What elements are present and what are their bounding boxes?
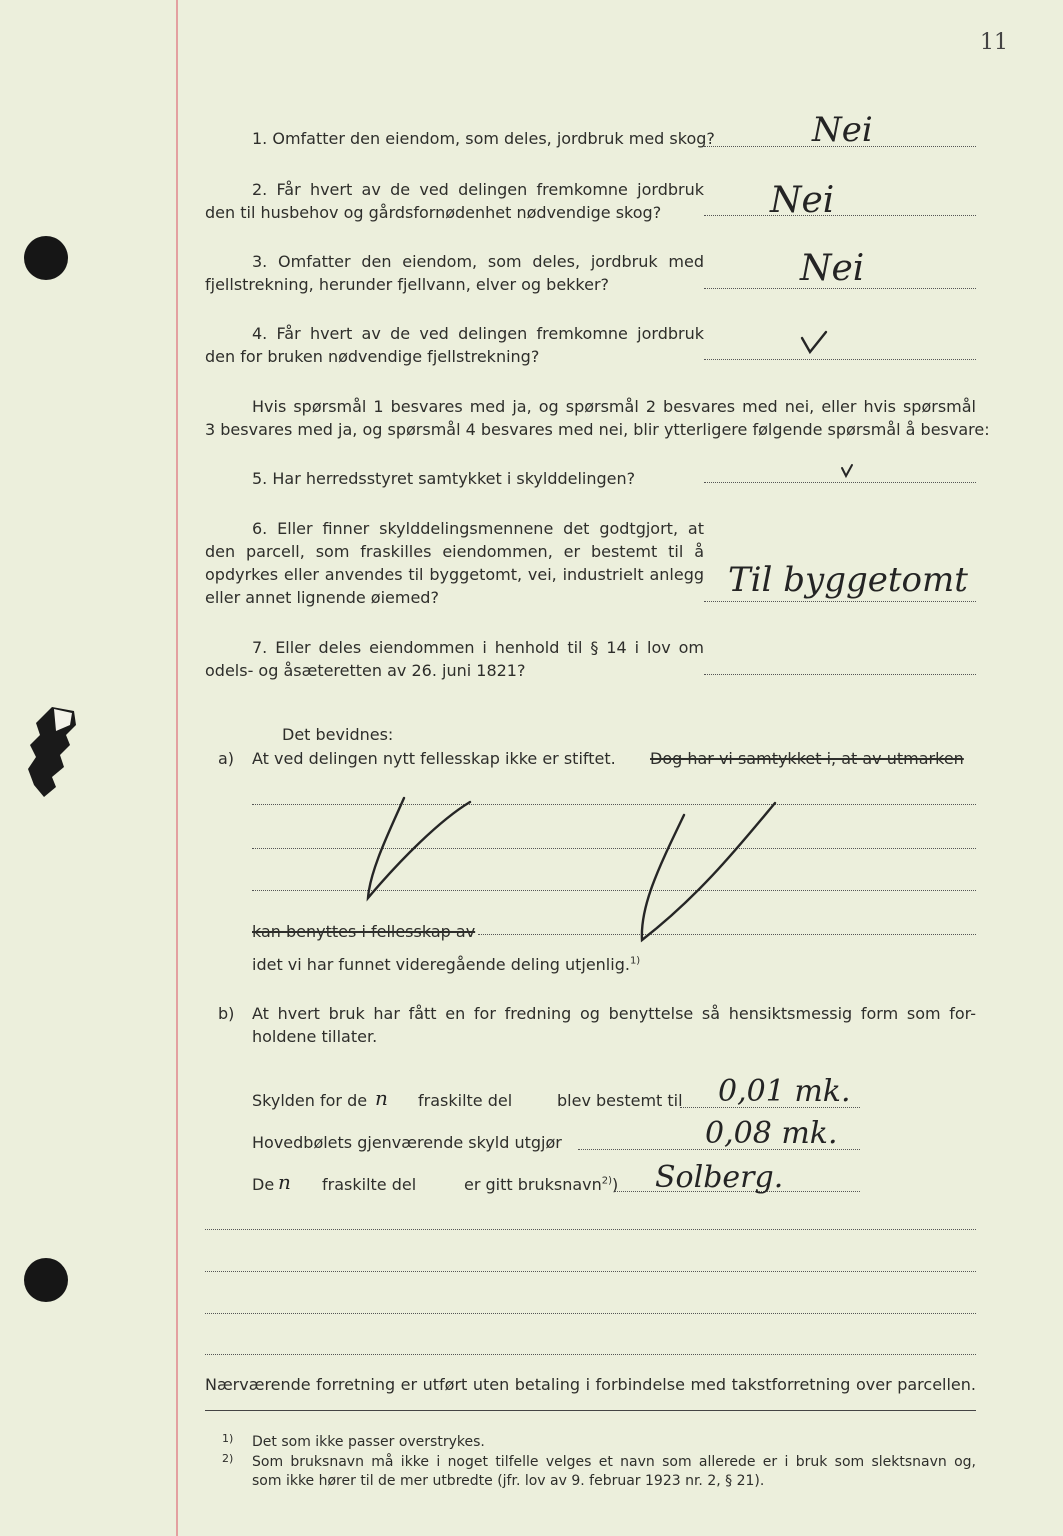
footnote-1-mark: 1) [222,1432,234,1445]
question-3-line2: fjellstrekning, herunder fjellvann, elver og bekker? [205,275,610,294]
answer-line-6 [704,601,976,602]
check-mark-4 [800,330,830,356]
footnote-2-mark: 2) [222,1452,234,1465]
answer-line-2 [704,215,976,216]
conditional-line1: Hvis spørsmål 1 besvares med ja, og spørsmål 2 besvares med nei, eller hvis spørsmål [252,397,976,416]
question-1: 1. Omfatter den eiendom, som deles, jordbruk med skog? [252,129,715,148]
skyld-line3-handwritten: n [278,1170,291,1194]
question-2-line2: den til husbehov og gårdsfornødenhet nødvendige skog? [205,203,662,222]
skyld-line2: Hovedbølets gjenværende skyld utgjør [252,1133,562,1152]
punch-hole-bottom [24,1258,68,1302]
blank-line-4 [205,1354,976,1355]
answer-3: Nei [800,248,865,289]
separator-line [205,1410,976,1411]
answer-line-5 [704,482,976,483]
blank-line-2 [205,1271,976,1272]
footnote-2-line2: som ikke hører til de mer utbredte (jfr. lov av 9. februar 1923 nr. 2, § 21). [252,1473,765,1489]
certify-a-text: At ved delingen nytt fellesskap ikke er stiftet. [252,749,616,768]
question-7-line1: 7. Eller deles eiendommen i henhold til § 14 i lov om [252,638,704,657]
ink-blot [26,705,86,800]
certify-a-text2: idet vi har funnet videregående deling utjenlig.$^{1)}$ [252,955,641,974]
certify-b-label: b) [218,1004,235,1023]
question-6-line3: opdyrkes eller anvendes til byggetomt, vei, industrielt anlegg [205,565,704,584]
skyld-line1-handwritten: n [375,1086,388,1110]
certify-a-struck: Dog har vi samtykket i, at av utmarken [650,749,964,768]
skyld-line1-b: fraskilte del [418,1091,513,1110]
margin-line [176,0,178,1536]
certify-b-line2: holdene tillater. [252,1027,378,1046]
answer-line-4 [704,359,976,360]
certify-a-struck2: kan benyttes i fellesskap av [252,922,476,941]
page-number: 11 [980,30,1008,55]
skyld-answer-2: 0,08 mk. [705,1116,838,1151]
skyld-line1-a: Skylden for de [252,1091,368,1110]
certify-b-line1: At hvert bruk har fått en for fredning og benyttelse så hensiktsmessig form som for- [252,1004,976,1023]
certify-a-label: a) [218,749,235,768]
answer-1: Nei [812,110,873,150]
certify-intro: Det bevidnes: [282,725,394,744]
answer-6: Til byggetomt [728,560,968,600]
strike-mark-right [630,795,780,945]
conditional-line2: 3 besvares med ja, og spørsmål 4 besvares med nei, blir ytterligere følgende spørsmål å besvare: [205,420,990,439]
footnote-1: Det som ikke passer overstrykes. [252,1434,485,1450]
statement: Nærværende forretning er utført uten betaling i forbindelse med takstforretning over parcellen. [205,1375,976,1394]
check-mark-5 [840,464,854,478]
question-3-line1: 3. Omfatter den eiendom, som deles, jordbruk med [252,252,704,271]
answer-line-7 [704,674,976,675]
question-5: 5. Har herredsstyret samtykket i skylddelingen? [252,469,636,488]
skyld-answer-3: Solberg. [655,1160,784,1195]
question-4-line1: 4. Får hvert av de ved delingen fremkomne jordbruk [252,324,704,343]
blank-line-1 [205,1229,976,1230]
question-6-line1: 6. Eller finner skylddelingsmennene det godtgjort, at [252,519,704,538]
footnote-2-line1: Som bruksnavn må ikke i noget tilfelle velges et navn som allerede er i bruk som slektsnavn og, [252,1454,976,1470]
punch-hole-top [24,236,68,280]
question-6-line2: den parcell, som fraskilles eiendommen, er bestemt til å [205,542,704,561]
skyld-line1-c: blev bestemt til [557,1091,683,1110]
question-2-line1: 2. Får hvert av de ved delingen fremkomne jordbruk [252,180,704,199]
skyld-answer-1: 0,01 mk. [718,1074,851,1109]
question-4-line2: den for bruken nødvendige fjellstrekning? [205,347,540,366]
strike-mark-left [360,790,480,910]
blank-line-3 [205,1313,976,1314]
skyld-line3-a: De [252,1175,275,1194]
skyld-line3-b: fraskilte del [322,1175,417,1194]
question-6-line4: eller annet lignende øiemed? [205,588,439,607]
answer-2: Nei [770,180,835,221]
skyld-line3-c: er gitt bruksnavn$^{2)}$) [464,1175,619,1194]
question-7-line2: odels- og åsæteretten av 26. juni 1821? [205,661,526,680]
